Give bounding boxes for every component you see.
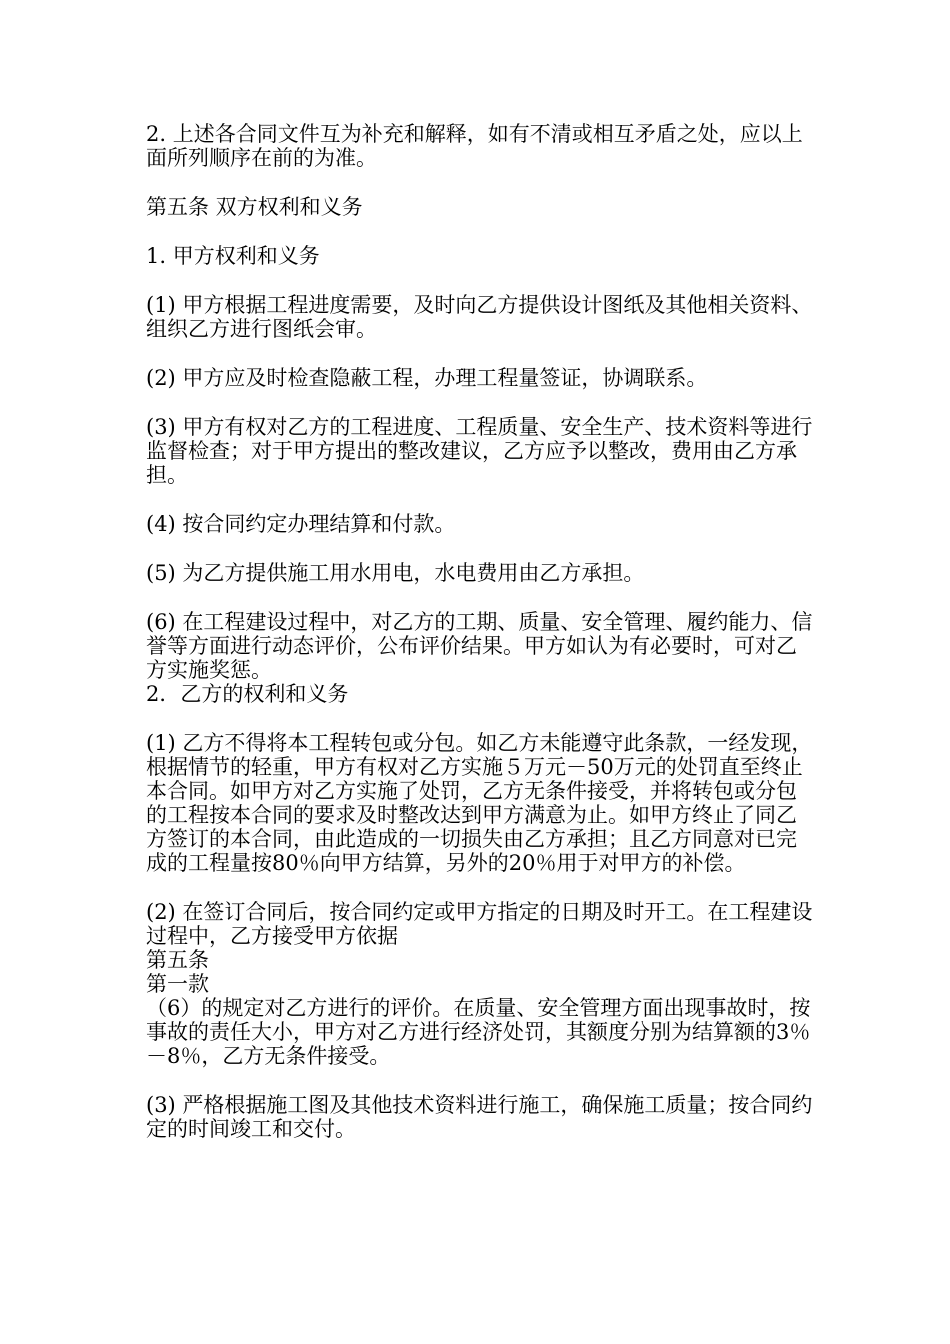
clause-paragraph: (1) 乙方不得将本工程转包或分包。如乙方未能遵守此条款，一经发现，根据情节的轻重，甲方有权对乙方实施５万元－50万元的处罚直至终止本合同。如甲方对乙方实施了处罚，乙方无条件接受，并将转包或分包的工程按本合同的要求及时整改达到甲方满意为止。如甲方终止了同乙方签订的本合同，由此造成的一切损失由乙方承担；且乙方同意对已完成的工程量按80％向甲方结算，另外的20％用于对甲方的补偿。 (146, 731, 813, 875)
clause-paragraph: （6）的规定对乙方进行的评价。在质量、安全管理方面出现事故时，按事故的责任大小，甲方对乙方进行经济处罚，其额度分别为结算额的3％－8％，乙方无条件接受。 (146, 996, 811, 1068)
reference-line: 第一款 (146, 972, 209, 996)
section-heading: 2．乙方的权利和义务 (146, 682, 349, 706)
clause-paragraph: (6) 在工程建设过程中，对乙方的工期、质量、安全管理、履约能力、信誉等方面进行动态评价，公布评价结果。甲方如认为有必要时，可对乙方实施奖惩。 (146, 610, 813, 682)
clause-paragraph: (3) 严格根据施工图及其他技术资料进行施工，确保施工质量；按合同约定的时间竣工和交付。 (146, 1093, 813, 1141)
reference-line: 第五条 (146, 948, 209, 972)
clause-paragraph: (2) 甲方应及时检查隐蔽工程，办理工程量签证，协调联系。 (146, 366, 708, 390)
clause-paragraph: 2. 上述各合同文件互为补充和解释，如有不清或相互矛盾之处，应以上面所列顺序在前的为准。 (146, 122, 803, 170)
clause-paragraph: (4) 按合同约定办理结算和付款。 (146, 512, 456, 536)
clause-paragraph: (5) 为乙方提供施工用水用电，水电费用由乙方承担。 (146, 561, 645, 585)
document-body (146, 122, 814, 1166)
clause-paragraph: (1) 甲方根据工程进度需要，及时向乙方提供设计图纸及其他相关资料、组织乙方进行图纸会审。 (146, 293, 813, 341)
clause-paragraph: (2) 在签订合同后，按合同约定或甲方指定的日期及时开工。在工程建设过程中，乙方接受甲方依据 (146, 900, 813, 948)
article-heading: 第五条 双方权利和义务 (146, 195, 363, 219)
section-heading: 1. 甲方权利和义务 (146, 244, 320, 268)
clause-paragraph: (3) 甲方有权对乙方的工程进度、工程质量、安全生产、技术资料等进行监督检查；对于甲方提出的整改建议，乙方应予以整改，费用由乙方承担。 (146, 415, 813, 487)
